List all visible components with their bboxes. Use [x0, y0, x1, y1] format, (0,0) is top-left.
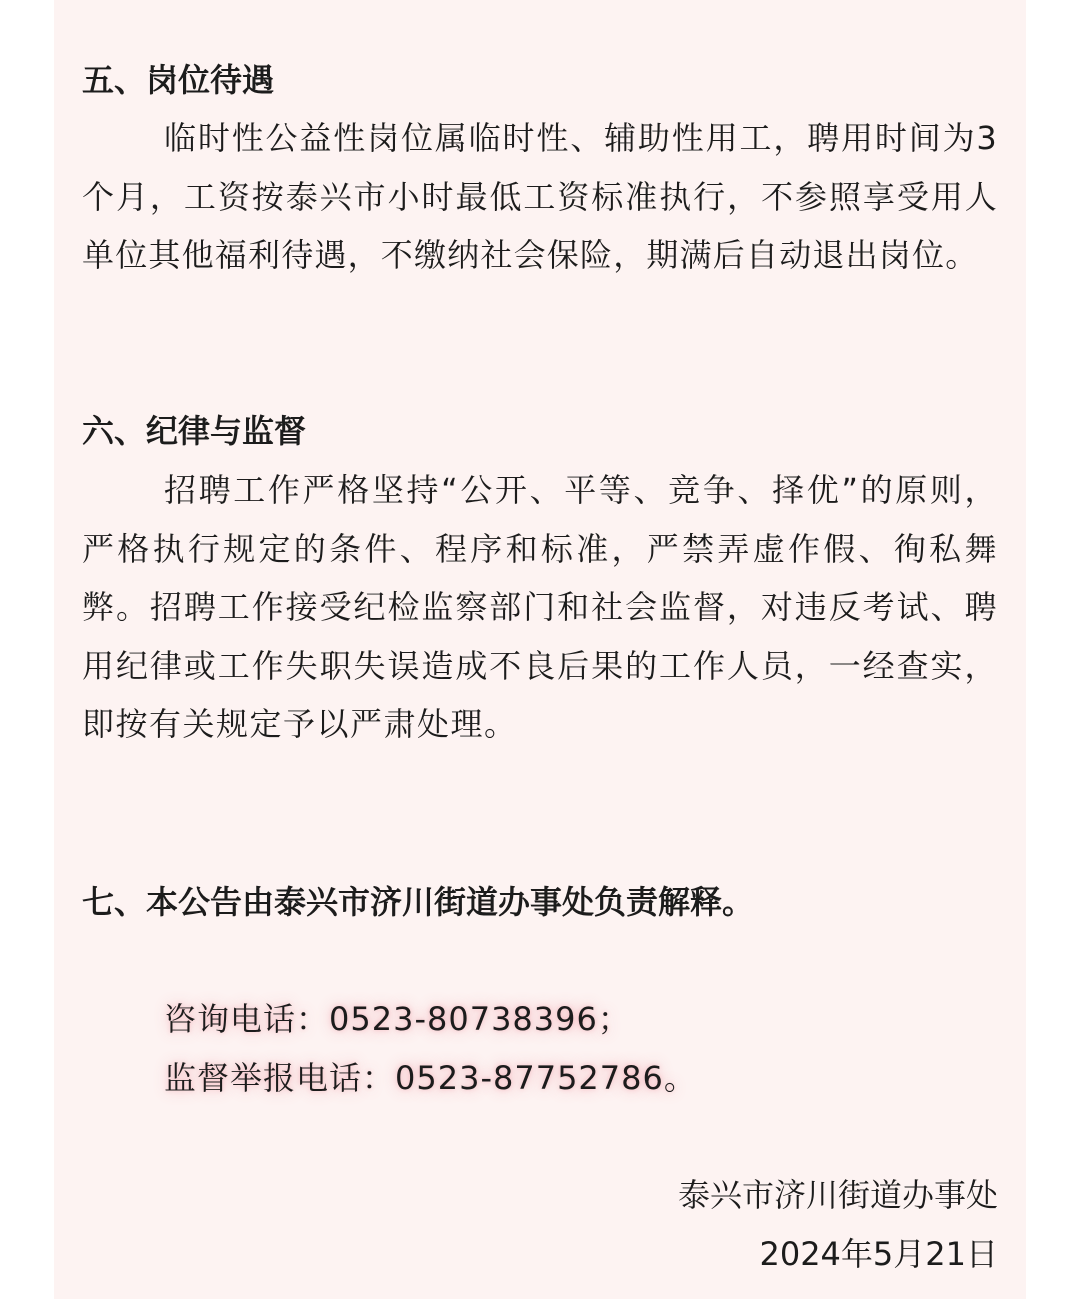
signature-org: 泰兴市济川街道办事处	[677, 1176, 998, 1214]
section-6-body: 招聘工作严格坚持“公开、平等、竞争、择优”的原则，严格执行规定的条件、程序和标准，严禁弄虚作假、徇私舞弊。招聘工作接受纪检监察部门和社会监督，对违反考试、聘用纪律或工作失职失误造成不良后果的工作人员，一经查实，即按有关规定予以严肃处理。	[82, 471, 998, 743]
section-5-body: 临时性公益性岗位属临时性、辅助性用工，聘用时间为3个月，工资按泰兴市小时最低工资标准执行，不参照享受用人单位其他福利待遇，不缴纳社会保险，期满后自动退出岗位。	[82, 119, 998, 274]
consult-phone: 咨询电话：0523-80738396；	[164, 1000, 631, 1038]
section-7-heading: 七、本公告由泰兴市济川街道办事处负责解释。	[82, 883, 755, 921]
section-5-heading: 五、岗位待遇	[82, 61, 275, 99]
section-6-heading: 六、纪律与监督	[82, 412, 307, 450]
report-phone: 监督举报电话：0523-87752786。	[164, 1059, 697, 1097]
signature-date: 2024年5月21日	[759, 1235, 998, 1273]
